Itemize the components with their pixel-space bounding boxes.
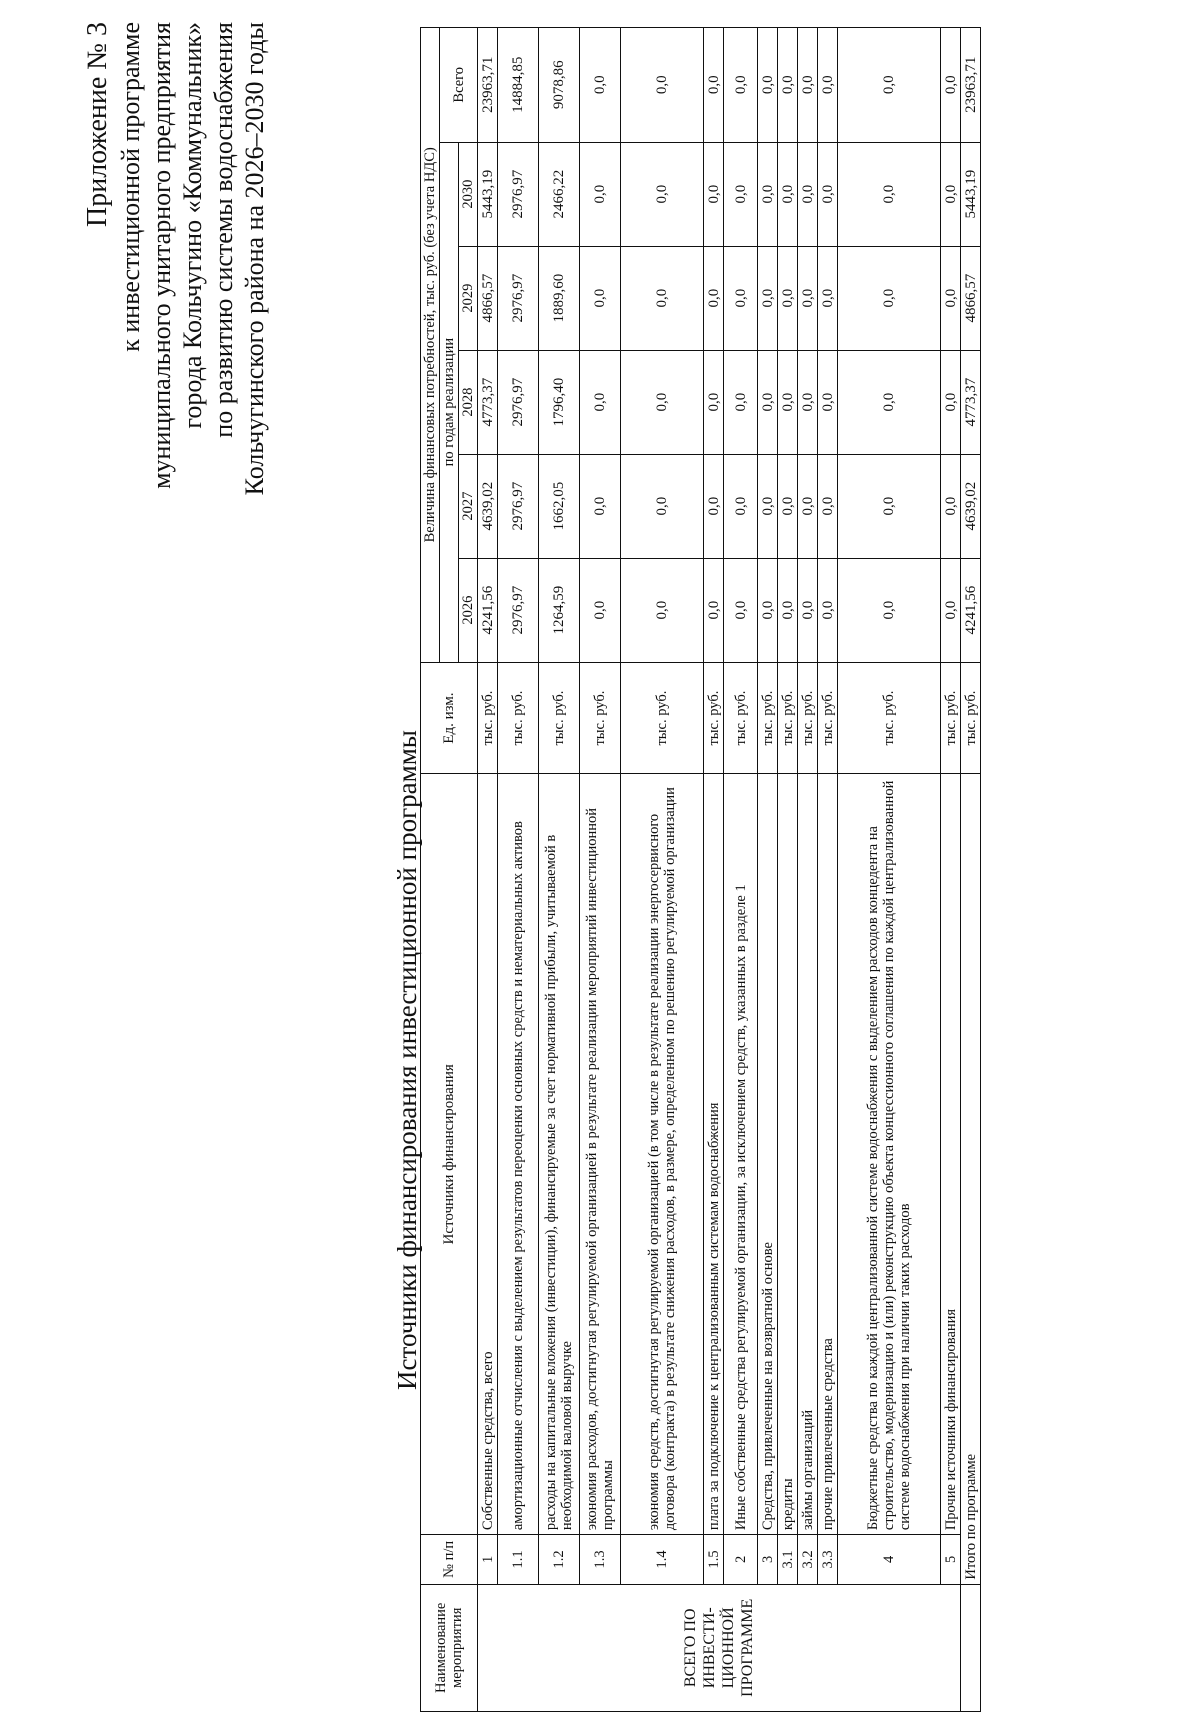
row-source: Собственные средства, всего	[478, 774, 498, 1535]
row-total: 0,0	[818, 28, 838, 143]
row-value: 0,0	[838, 246, 941, 350]
row-value: 0,0	[704, 558, 724, 662]
row-number: 1.2	[539, 1535, 580, 1584]
total-grand: 23963,71	[961, 28, 981, 143]
row-value: 2976,97	[498, 142, 539, 246]
total-unit: тыс. руб.	[961, 662, 981, 774]
row-number: 4	[838, 1535, 941, 1584]
appendix-line: Кольчугинского района на 2026–2030 годы	[240, 22, 269, 496]
row-value: 4866,57	[478, 246, 498, 350]
total-label: Итого по программе	[961, 774, 981, 1584]
row-total: 0,0	[778, 28, 798, 143]
row-value: 0,0	[758, 350, 778, 454]
table-row	[941, 28, 961, 1712]
table-row	[798, 28, 818, 1712]
row-value: 0,0	[758, 246, 778, 350]
row-number: 2	[724, 1535, 758, 1584]
row-total: 14884,85	[498, 28, 539, 143]
row-value: 0,0	[704, 246, 724, 350]
row-number: 3.1	[778, 1535, 798, 1584]
table-row	[478, 28, 498, 1712]
appendix-line: города Кольчугино «Коммунальник»	[178, 22, 207, 429]
row-value: 0,0	[724, 246, 758, 350]
row-value: 0,0	[580, 350, 621, 454]
row-total: 0,0	[621, 28, 704, 143]
row-value: 0,0	[778, 558, 798, 662]
row-value: 2466,22	[539, 142, 580, 246]
row-unit: тыс. руб.	[778, 662, 798, 774]
total-row	[961, 28, 981, 1712]
row-value: 0,0	[798, 246, 818, 350]
appendix-line: по развитию системы водоснабжения	[209, 22, 238, 438]
row-value: 4241,56	[478, 558, 498, 662]
header-year: 2027	[459, 454, 478, 558]
row-total: 9078,86	[539, 28, 580, 143]
total-value: 5443,19	[961, 142, 981, 246]
row-value: 0,0	[818, 350, 838, 454]
total-value: 4866,57	[961, 246, 981, 350]
row-value: 0,0	[798, 142, 818, 246]
row-value: 0,0	[778, 350, 798, 454]
row-value: 0,0	[798, 350, 818, 454]
row-value: 0,0	[621, 350, 704, 454]
row-value: 0,0	[778, 142, 798, 246]
row-value: 0,0	[818, 454, 838, 558]
row-total: 0,0	[798, 28, 818, 143]
row-value: 0,0	[621, 454, 704, 558]
appendix-line: муниципального унитарного предприятия	[147, 22, 176, 489]
row-source: Бюджетные средства по каждой централизованной системе водоснабжения с выделением расходов концедента на строительство, модернизацию и (или) реконструкцию объекта концессионного соглашения по каждой централизованной системе водоснабжения при наличии таких расходов	[838, 774, 941, 1535]
row-value: 0,0	[621, 246, 704, 350]
row-source: экономия расходов, достигнутая регулируемой организацией в результате реализации мероприятий инвестиционной программы	[580, 774, 621, 1535]
table-row	[778, 28, 798, 1712]
total-value: 4773,37	[961, 350, 981, 454]
row-value: 0,0	[758, 558, 778, 662]
row-value: 0,0	[818, 558, 838, 662]
row-unit: тыс. руб.	[704, 662, 724, 774]
header-number: № п/п	[421, 1535, 478, 1584]
row-number: 1.4	[621, 1535, 704, 1584]
row-value: 4639,02	[478, 454, 498, 558]
row-total: 0,0	[838, 28, 941, 143]
table-row	[580, 28, 621, 1712]
table-header-row	[421, 28, 440, 1712]
table-row	[621, 28, 704, 1712]
row-number: 1.1	[498, 1535, 539, 1584]
header-source: Источники финансирования	[421, 774, 478, 1535]
row-value: 1662,05	[539, 454, 580, 558]
row-value: 0,0	[838, 558, 941, 662]
row-value: 0,0	[724, 454, 758, 558]
row-source: экономия средств, достигнутая регулируемой организацией (в том числе в результате реализации энергосервисного договора (контракта) в результате снижения расходов, в размере, определенном по решению регулируемой организации	[621, 774, 704, 1535]
row-value: 0,0	[621, 558, 704, 662]
table-row	[838, 28, 941, 1712]
row-source: Средства, привлеченные на возвратной основе	[758, 774, 778, 1535]
appendix-number: Приложение № 3	[82, 22, 113, 227]
row-number: 3.3	[818, 1535, 838, 1584]
row-number: 3	[758, 1535, 778, 1584]
row-value: 0,0	[580, 142, 621, 246]
header-year: 2029	[459, 246, 478, 350]
row-value: 2976,97	[498, 350, 539, 454]
row-value: 0,0	[798, 558, 818, 662]
row-unit: тыс. руб.	[621, 662, 704, 774]
row-value: 2976,97	[498, 246, 539, 350]
row-value: 0,0	[580, 246, 621, 350]
total-value: 4241,56	[961, 558, 981, 662]
row-total: 0,0	[704, 28, 724, 143]
row-number: 3.2	[798, 1535, 818, 1584]
row-number: 5	[941, 1535, 961, 1584]
financing-sources-table	[420, 27, 981, 1712]
row-value: 0,0	[704, 350, 724, 454]
row-source: расходы на капитальные вложения (инвестиции), финансируемые за счет нормативной прибыли, учитываемой в необходимой валовой выручке	[539, 774, 580, 1535]
row-total: 0,0	[724, 28, 758, 143]
row-value: 0,0	[704, 142, 724, 246]
row-value: 0,0	[724, 350, 758, 454]
row-unit: тыс. руб.	[818, 662, 838, 774]
row-source: прочие привлеченные средства	[818, 774, 838, 1535]
row-unit: тыс. руб.	[798, 662, 818, 774]
row-value: 0,0	[778, 454, 798, 558]
table-row	[818, 28, 838, 1712]
row-unit: тыс. руб.	[941, 662, 961, 774]
row-number: 1.3	[580, 1535, 621, 1584]
row-value: 0,0	[798, 454, 818, 558]
row-value: 1889,60	[539, 246, 580, 350]
row-number: 1	[478, 1535, 498, 1584]
row-value: 0,0	[724, 142, 758, 246]
row-value: 0,0	[941, 350, 961, 454]
row-total: 0,0	[941, 28, 961, 143]
header-year: 2028	[459, 350, 478, 454]
row-unit: тыс. руб.	[758, 662, 778, 774]
document-title: Источники финансирования инвестиционной программы	[392, 730, 422, 1390]
row-value: 0,0	[838, 454, 941, 558]
appendix-line: к инвестиционной программе	[116, 22, 145, 352]
row-source: кредиты	[778, 774, 798, 1535]
total-value: 4639,02	[961, 454, 981, 558]
header-year: 2026	[459, 558, 478, 662]
row-source: Прочие источники финансирования	[941, 774, 961, 1535]
row-source: займы организаций	[798, 774, 818, 1535]
header-by-years: по годам реализации	[440, 142, 459, 662]
appendix-header	[82, 22, 270, 782]
row-value: 0,0	[818, 246, 838, 350]
header-total: Всего	[440, 28, 478, 143]
row-value: 0,0	[778, 246, 798, 350]
row-source: Иные собственные средства регулируемой организации, за исключением средств, указанных в разделе 1	[724, 774, 758, 1535]
row-value: 0,0	[580, 454, 621, 558]
row-value: 0,0	[580, 558, 621, 662]
row-value: 0,0	[941, 454, 961, 558]
row-value: 0,0	[838, 350, 941, 454]
row-value: 0,0	[724, 558, 758, 662]
table-row	[704, 28, 724, 1712]
row-number: 1.5	[704, 1535, 724, 1584]
row-unit: тыс. руб.	[498, 662, 539, 774]
row-source: плата за подключение к централизованным системам водоснабжения	[704, 774, 724, 1535]
row-unit: тыс. руб.	[580, 662, 621, 774]
row-value: 0,0	[758, 142, 778, 246]
row-value: 0,0	[818, 142, 838, 246]
row-source: амортизационные отчисления с выделением результатов переоценки основных средств и нематериальных активов	[498, 774, 539, 1535]
row-unit: тыс. руб.	[539, 662, 580, 774]
row-total: 0,0	[580, 28, 621, 143]
table-row	[539, 28, 580, 1712]
header-measure: Наименование мероприятия	[421, 1584, 478, 1711]
row-value: 2976,97	[498, 454, 539, 558]
row-total: 0,0	[758, 28, 778, 143]
row-value: 0,0	[941, 142, 961, 246]
header-year: 2030	[459, 142, 478, 246]
table-row	[758, 28, 778, 1712]
row-value: 0,0	[758, 454, 778, 558]
row-value: 0,0	[704, 454, 724, 558]
row-value: 0,0	[621, 142, 704, 246]
row-value: 5443,19	[478, 142, 498, 246]
row-unit: тыс. руб.	[478, 662, 498, 774]
row-value: 0,0	[941, 558, 961, 662]
row-value: 0,0	[941, 246, 961, 350]
header-amount: Величина финансовых потребностей, тыс. руб. (без учета НДС)	[421, 28, 440, 663]
table-row	[498, 28, 539, 1712]
row-value: 1796,40	[539, 350, 580, 454]
row-unit: тыс. руб.	[724, 662, 758, 774]
table-row	[724, 28, 758, 1712]
row-value: 2976,97	[498, 558, 539, 662]
row-unit: тыс. руб.	[838, 662, 941, 774]
measure-name-cell: ВСЕГО ПО ИНВЕСТИ-ЦИОННОЙ ПРОГРАММЕ	[478, 1584, 961, 1711]
row-value: 0,0	[838, 142, 941, 246]
row-value: 4773,37	[478, 350, 498, 454]
row-total: 23963,71	[478, 28, 498, 143]
row-value: 1264,59	[539, 558, 580, 662]
header-unit: Ед. изм.	[421, 662, 478, 774]
